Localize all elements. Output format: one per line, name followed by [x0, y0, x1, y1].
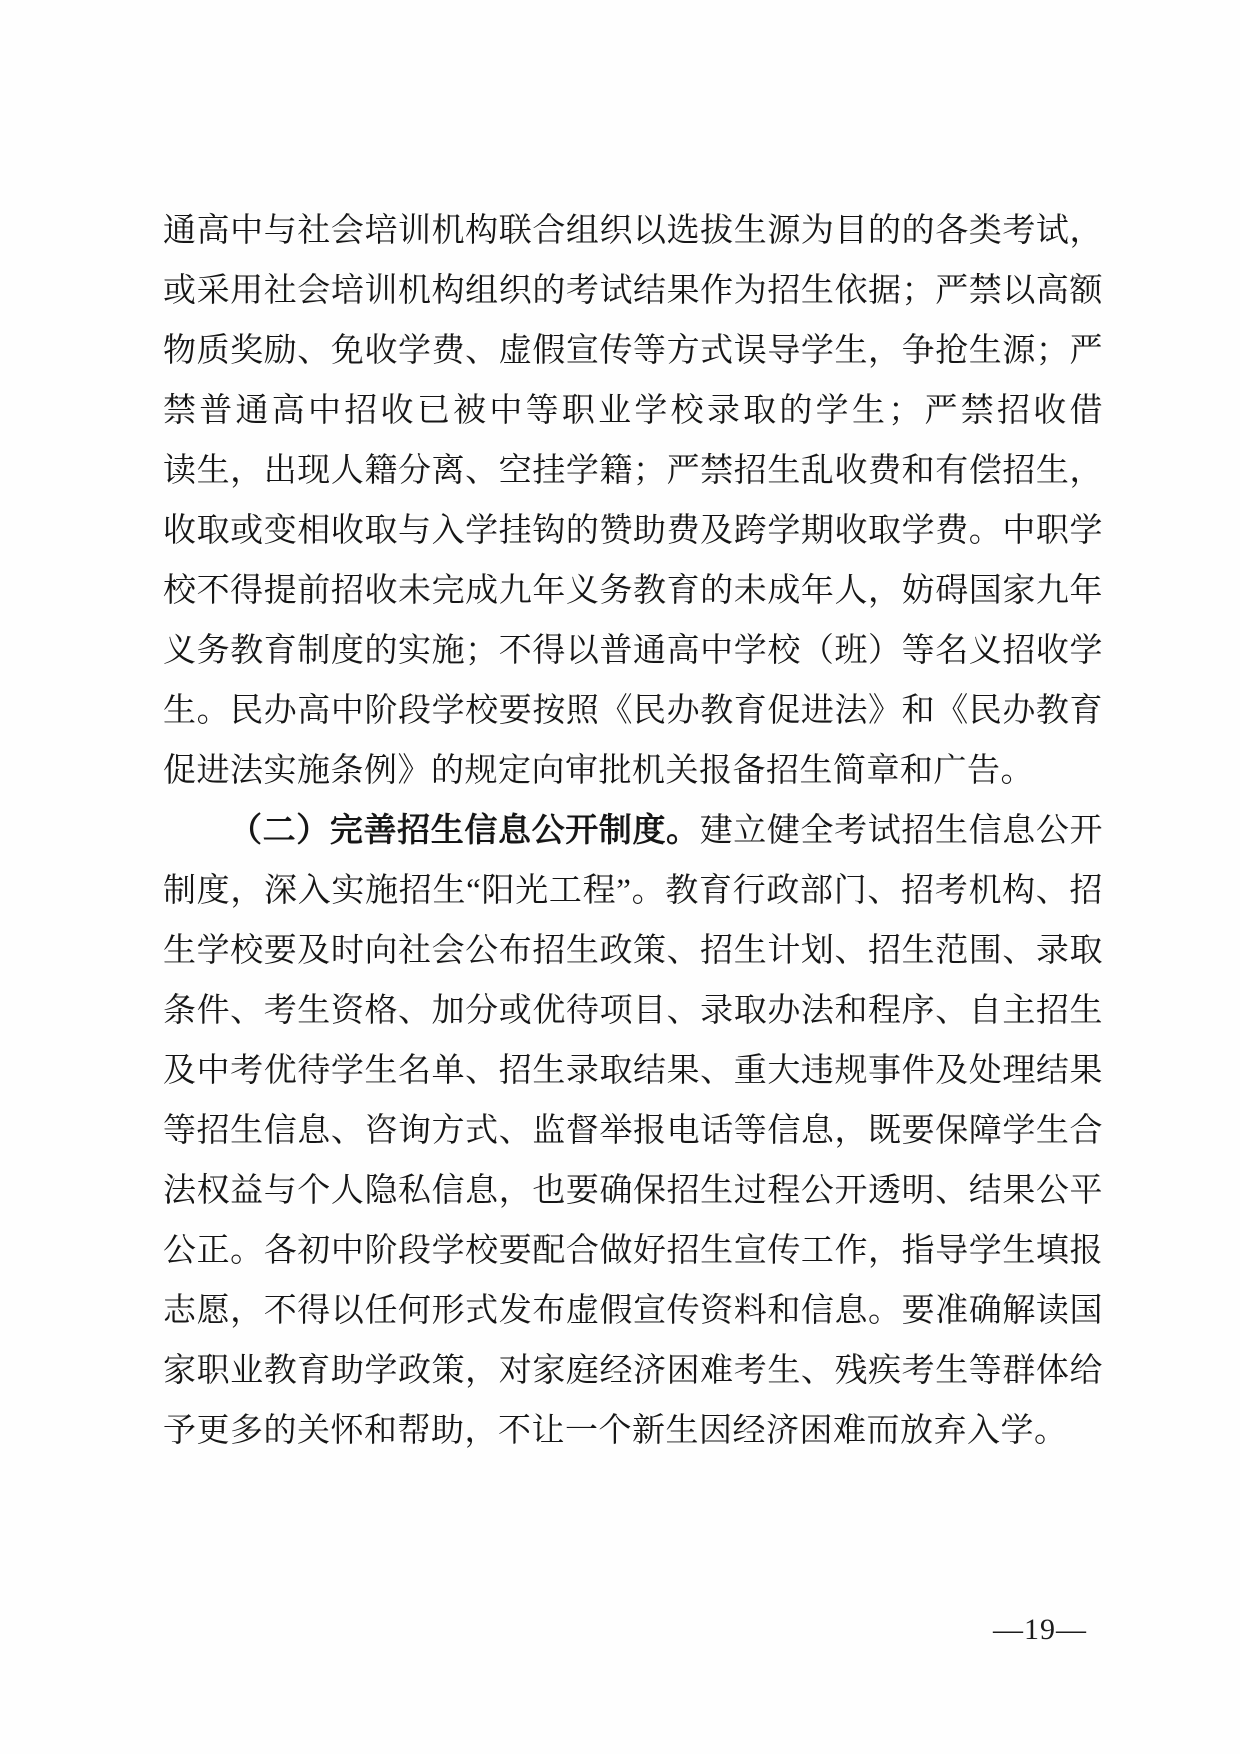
text-line: [163, 1341, 1103, 1401]
text-segment: 志愿，不得以任何形式发布虚假宣传资料和信息。要准确解读国: [163, 1293, 1103, 1329]
text-line: [163, 1101, 1103, 1161]
page-number: —19—: [993, 1613, 1087, 1646]
text-segment: 法权益与个人隐私信息，也要确保招生过程公开透明、结果公平: [163, 1173, 1103, 1209]
text-segment: 促进法实施条例》的规定向审批机关报备招生简章和广告。: [163, 753, 1034, 789]
text-segment: 制度，深入实施招生“阳光工程”。教育行政部门、招考机构、招: [163, 873, 1103, 909]
text-line: [163, 1401, 1103, 1461]
section-heading: （二）完善招生信息公开制度。: [229, 813, 700, 849]
paragraph-information-disclosure: [163, 801, 1103, 1461]
text-segment: 等招生信息、咨询方式、监督举报电话等信息，既要保障学生合: [163, 1113, 1103, 1149]
text-segment: 生学校要及时向社会公布招生政策、招生计划、招生范围、录取: [163, 933, 1103, 969]
paragraph-enrollment-prohibitions: [163, 201, 1103, 801]
text-line: [163, 681, 1103, 741]
text-line: [163, 261, 1103, 321]
text-line: [163, 201, 1103, 261]
text-line: [163, 381, 1103, 441]
text-segment: 义务教育制度的实施；不得以普通高中学校（班）等名义招收学: [163, 633, 1103, 669]
text-line: [163, 321, 1103, 381]
text-segment: 收取或变相收取与入学挂钩的赞助费及跨学期收取学费。中职学: [163, 513, 1103, 549]
text-line: [163, 621, 1103, 681]
page-footer: [993, 1610, 1087, 1650]
text-segment: 通高中与社会培训机构联合组织以选拔生源为目的的各类考试，: [163, 213, 1103, 249]
text-segment: 校不得提前招收未完成九年义务教育的未成年人，妨碍国家九年: [163, 573, 1103, 609]
text-segment: 公正。各初中阶段学校要配合做好招生宣传工作，指导学生填报: [163, 1233, 1103, 1269]
text-line: [163, 501, 1103, 561]
text-segment: 条件、考生资格、加分或优待项目、录取办法和程序、自主招生: [163, 993, 1103, 1029]
text-line: [163, 1221, 1103, 1281]
text-segment: 禁普通高中招收已被中等职业学校录取的学生；严禁招收借: [163, 393, 1103, 429]
text-line: [163, 441, 1103, 501]
text-segment: 及中考优待学生名单、招生录取结果、重大违规事件及处理结果: [163, 1053, 1103, 1089]
text-segment: 或采用社会培训机构组织的考试结果作为招生依据；严禁以高额: [163, 273, 1103, 309]
text-segment: 建立健全考试招生信息公开: [699, 813, 1103, 849]
text-line: [163, 921, 1103, 981]
text-line: [163, 561, 1103, 621]
text-line: [163, 861, 1103, 921]
text-line: [163, 801, 1103, 861]
text-line: [163, 741, 1103, 801]
text-line: [163, 1161, 1103, 1221]
text-line: [163, 981, 1103, 1041]
text-line: [163, 1041, 1103, 1101]
text-segment: 予更多的关怀和帮助，不让一个新生因经济困难而放弃入学。: [163, 1413, 1068, 1449]
text-segment: 物质奖励、免收学费、虚假宣传等方式误导学生，争抢生源；严: [163, 333, 1103, 369]
text-segment: 读生，出现人籍分离、空挂学籍；严禁招生乱收费和有偿招生，: [163, 453, 1103, 489]
text-segment: 家职业教育助学政策，对家庭经济困难考生、残疾考生等群体给: [163, 1353, 1103, 1389]
text-segment: 生。民办高中阶段学校要按照《民办教育促进法》和《民办教育: [163, 693, 1103, 729]
text-line: [163, 1281, 1103, 1341]
document-body: [163, 201, 1103, 1461]
